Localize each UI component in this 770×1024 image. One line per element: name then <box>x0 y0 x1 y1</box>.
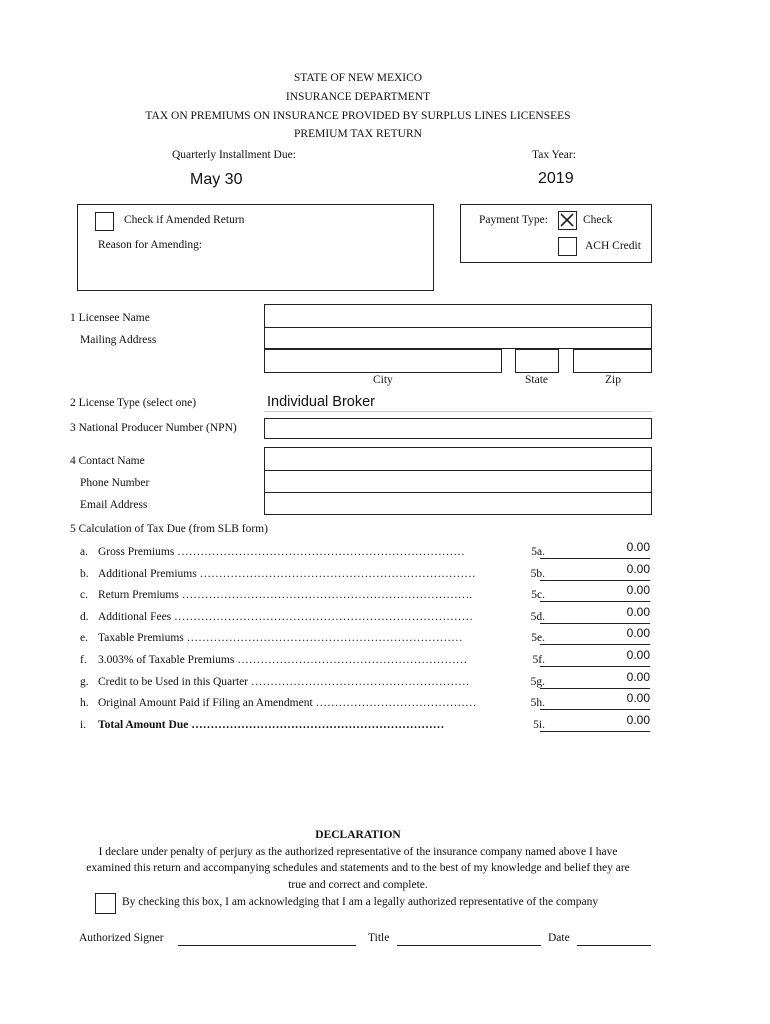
calc-row-letter: c. <box>80 589 88 601</box>
acknowledge-checkbox[interactable] <box>95 893 116 914</box>
calc-row-desc: Return Premiums …………………………………………………………………. <box>98 589 473 601</box>
calc-row-desc: Taxable Premiums ……………………………………………………………… <box>98 632 463 644</box>
calc-row-code: 5f. <box>532 654 545 666</box>
original-amount-paid-amount[interactable]: 0.00 <box>540 691 650 710</box>
payment-check-checkbox[interactable] <box>558 211 577 230</box>
calc-row-code: 5c. <box>531 589 545 601</box>
licensee-name-label: 1 Licensee Name <box>70 312 150 324</box>
return-premiums-amount[interactable]: 0.00 <box>540 583 650 602</box>
payment-ach-label: ACH Credit <box>585 240 641 252</box>
calc-row <box>80 648 650 670</box>
authorized-signer-line[interactable] <box>178 945 356 946</box>
declaration-text-line3: true and correct and complete. <box>288 879 428 891</box>
calc-row-desc: Total Amount Due ………………………………………………………… <box>98 719 445 731</box>
license-type-label: 2 License Type (select one) <box>70 397 197 409</box>
calc-row-desc: Additional Fees …………………………………………………………………… <box>98 611 474 623</box>
calc-row <box>80 605 650 627</box>
installment-value[interactable]: May 30 <box>190 171 243 188</box>
tax-year-label: Tax Year: <box>532 149 576 161</box>
amended-return-box <box>77 204 434 291</box>
credit-used-amount[interactable]: 0.00 <box>540 670 650 689</box>
calc-row <box>80 583 650 605</box>
calc-row <box>80 626 650 648</box>
calc-row-letter: a. <box>80 546 88 558</box>
calc-row-letter: h. <box>80 697 89 709</box>
calc-row-total <box>80 713 650 735</box>
phone-number-label: Phone Number <box>80 477 150 489</box>
calc-row-code: 5b. <box>530 568 545 580</box>
zip-label: Zip <box>605 374 621 386</box>
calc-row-desc: Gross Premiums ………………………………………………………………… <box>98 546 465 558</box>
calc-row-letter: g. <box>80 676 89 688</box>
form-header-department: INSURANCE DEPARTMENT <box>285 91 431 103</box>
installment-label: Quarterly Installment Due: <box>172 149 296 161</box>
taxable-premiums-amount[interactable]: 0.00 <box>540 626 650 645</box>
calc-row-code: 5h. <box>530 697 545 709</box>
email-address-input[interactable] <box>264 492 652 515</box>
reason-amending-label: Reason for Amending: <box>98 239 203 251</box>
license-type-value: Individual Broker <box>267 394 375 410</box>
calc-row-letter: d. <box>80 611 89 623</box>
form-header-subtitle: PREMIUM TAX RETURN <box>294 128 422 140</box>
date-line[interactable] <box>577 945 651 946</box>
calc-row-letter: i. <box>80 719 87 731</box>
payment-check-label: Check <box>583 214 613 226</box>
declaration-title: DECLARATION <box>315 829 401 841</box>
calc-row-desc: Additional Premiums ……………………………………………………………… <box>98 568 476 580</box>
payment-type-label: Payment Type: <box>479 214 548 226</box>
additional-fees-amount[interactable]: 0.00 <box>540 605 650 624</box>
form-header-title: TAX ON PREMIUMS ON INSURANCE PROVIDED BY SURPLUS LINES LICENSEES <box>145 110 571 122</box>
calc-row <box>80 540 650 562</box>
calc-row-desc: Credit to be Used in this Quarter ………………………………………………… <box>98 676 470 688</box>
mailing-address-label: Mailing Address <box>80 334 157 346</box>
state-input[interactable] <box>515 349 559 373</box>
calc-row <box>80 562 650 584</box>
total-amount-due[interactable]: 0.00 <box>540 713 650 732</box>
authorized-signer-label: Authorized Signer <box>79 932 164 944</box>
tax-year-value[interactable]: 2019 <box>538 170 574 187</box>
calc-row-code: 5e. <box>531 632 545 644</box>
amended-checkbox[interactable] <box>95 212 114 231</box>
contact-name-label: 4 Contact Name <box>70 455 145 467</box>
declaration-text-line1: I declare under penalty of perjury as the authorized representative of the insurance company named above I have <box>98 846 618 858</box>
checkmark-x-icon <box>559 212 575 228</box>
zip-input[interactable] <box>573 349 652 373</box>
payment-ach-checkbox[interactable] <box>558 237 577 256</box>
city-label: City <box>373 374 393 386</box>
calc-row-letter: f. <box>80 654 87 666</box>
calc-row-code: 5i. <box>533 719 545 731</box>
payment-type-box <box>460 204 652 263</box>
calculation-title: 5 Calculation of Tax Due (from SLB form) <box>70 523 268 535</box>
licensee-name-input[interactable] <box>264 304 652 328</box>
calc-row-letter: e. <box>80 632 88 644</box>
amended-check-label: Check if Amended Return <box>124 214 245 226</box>
npn-label: 3 National Producer Number (NPN) <box>70 422 237 434</box>
date-label: Date <box>548 932 570 944</box>
gross-premiums-amount[interactable]: 0.00 <box>540 540 650 559</box>
calc-row-letter: b. <box>80 568 89 580</box>
email-address-label: Email Address <box>80 499 148 511</box>
title-line[interactable] <box>397 945 541 946</box>
form-header-state: STATE OF NEW MEXICO <box>293 72 423 84</box>
calc-row-code: 5g. <box>530 676 545 688</box>
contact-name-input[interactable] <box>264 447 652 471</box>
tax-percent-amount[interactable]: 0.00 <box>540 648 650 667</box>
calc-row-desc: 3.003% of Taxable Premiums …………………………………………………… <box>98 654 468 666</box>
state-label: State <box>525 374 548 386</box>
mailing-address-input[interactable] <box>264 327 652 349</box>
title-label: Title <box>368 932 390 944</box>
calc-row <box>80 670 650 692</box>
acknowledge-label: By checking this box, I am acknowledging that I am a legally authorized representative of the company <box>122 896 599 908</box>
calc-row-code: 5a. <box>531 546 545 558</box>
phone-number-input[interactable] <box>264 470 652 493</box>
license-type-select[interactable] <box>264 393 652 412</box>
calc-row <box>80 691 650 713</box>
calc-row-desc: Original Amount Paid if Filing an Amendment …………………………………… <box>98 697 477 709</box>
npn-input[interactable] <box>264 418 652 439</box>
declaration-text-line2: examined this return and accompanying schedules and statements and to the best of my knowledge and belief they are <box>86 862 630 874</box>
additional-premiums-amount[interactable]: 0.00 <box>540 562 650 581</box>
calc-row-code: 5d. <box>530 611 545 623</box>
city-input[interactable] <box>264 349 502 373</box>
